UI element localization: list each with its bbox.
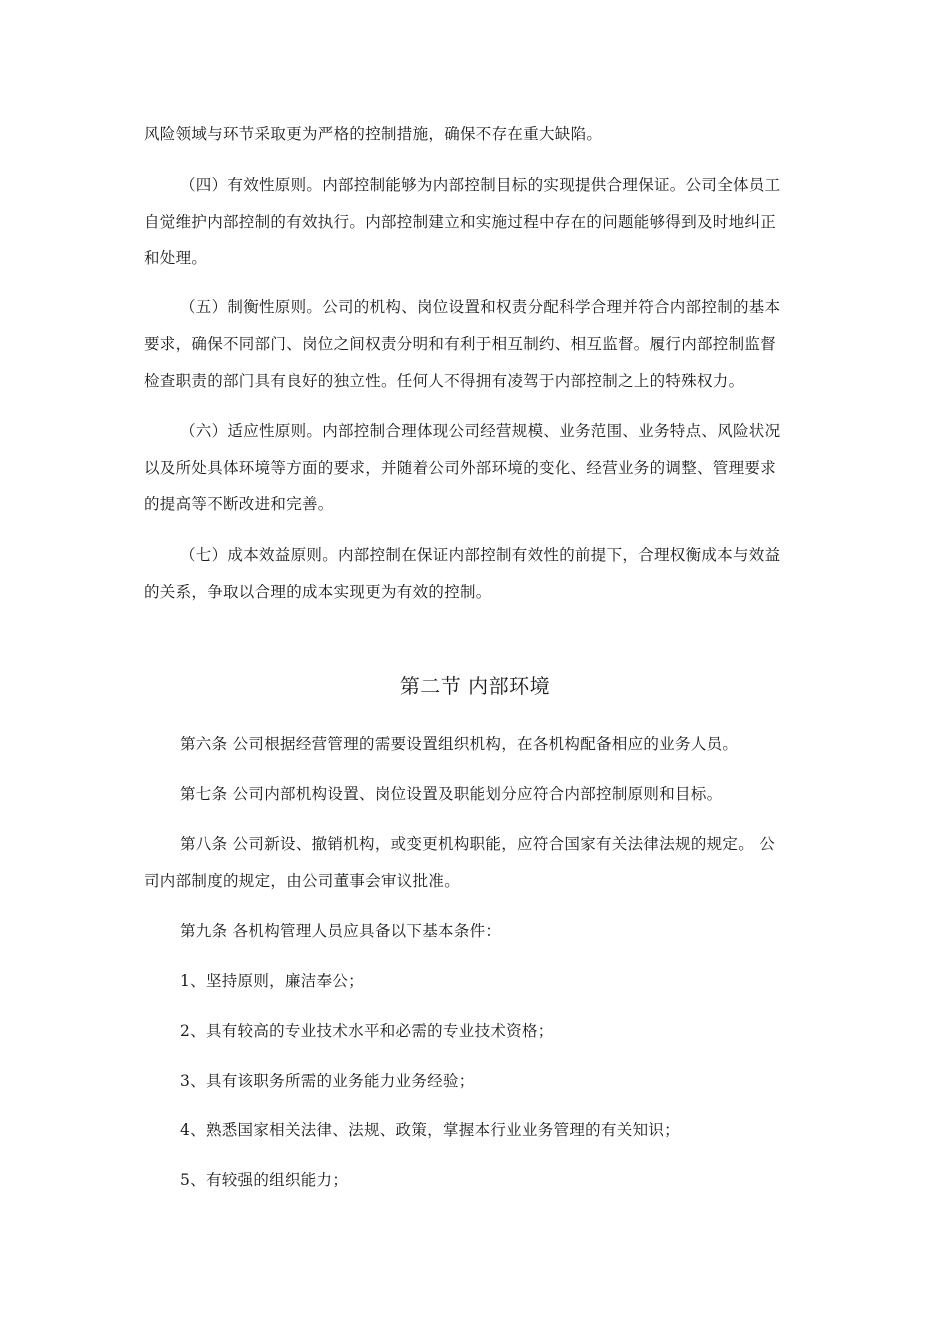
paragraph-line: 和处理。: [144, 249, 208, 267]
paragraph-line: 风险领域与环节采取更为严格的控制措施，确保不存在重大缺陷。: [144, 125, 603, 143]
list-item: 3、具有该职务所需的业务能力业务经验；: [180, 1072, 475, 1090]
article-line: 司内部制度的规定，由公司董事会审议批准。: [144, 872, 461, 890]
paragraph-line: 的提高等不断改进和完善。: [144, 495, 334, 513]
article-line: 第九条 各机构管理人员应具备以下基本条件：: [180, 922, 502, 940]
paragraph-line: （四）有效性原则。内部控制能够为内部控制目标的实现提供合理保证。公司全体员工: [180, 176, 781, 194]
list-item: 5、有较强的组织能力；: [180, 1171, 349, 1189]
list-item: 4、熟悉国家相关法律、法规、政策，掌握本行业业务管理的有关知识；: [180, 1121, 680, 1139]
paragraph-line: 以及所处具体环境等方面的要求，并随着公司外部环境的变化、经营业务的调整、管理要求: [144, 459, 777, 477]
paragraph-line: （五）制衡性原则。公司的机构、岗位设置和权责分配科学合理并符合内部控制的基本: [180, 298, 781, 316]
paragraph-line: 检查职责的部门具有良好的独立性。任何人不得拥有凌驾于内部控制之上的特殊权力。: [144, 372, 745, 390]
section-title: 第二节 内部环境: [399, 674, 551, 698]
article-line: 第七条 公司内部机构设置、岗位设置及职能划分应符合内部控制原则和目标。: [180, 785, 723, 803]
paragraph-line: 自觉维护内部控制的有效执行。内部控制建立和实施过程中存在的问题能够得到及时地纠正: [144, 213, 777, 231]
article-line: 第六条 公司根据经营管理的需要设置组织机构，在各机构配备相应的业务人员。: [180, 735, 739, 753]
list-item: 2、具有较高的专业技术水平和必需的专业技术资格；: [180, 1022, 554, 1040]
article-line: 第八条 公司新设、撤销机构，或变更机构职能，应符合国家有关法律法规的规定。 公: [180, 835, 776, 853]
paragraph-line: 要求，确保不同部门、岗位之间权责分明和有利于相互制约、相互监督。履行内部控制监督: [144, 335, 777, 353]
list-item: 1、坚持原则，廉洁奉公；: [180, 972, 364, 990]
paragraph-line: （七）成本效益原则。内部控制在保证内部控制有效性的前提下，合理权衡成本与效益: [180, 546, 781, 564]
paragraph-line: （六）适应性原则。内部控制合理体现公司经营规模、业务范围、业务特点、风险状况: [180, 422, 781, 440]
paragraph-line: 的关系，争取以合理的成本实现更为有效的控制。: [144, 583, 492, 601]
